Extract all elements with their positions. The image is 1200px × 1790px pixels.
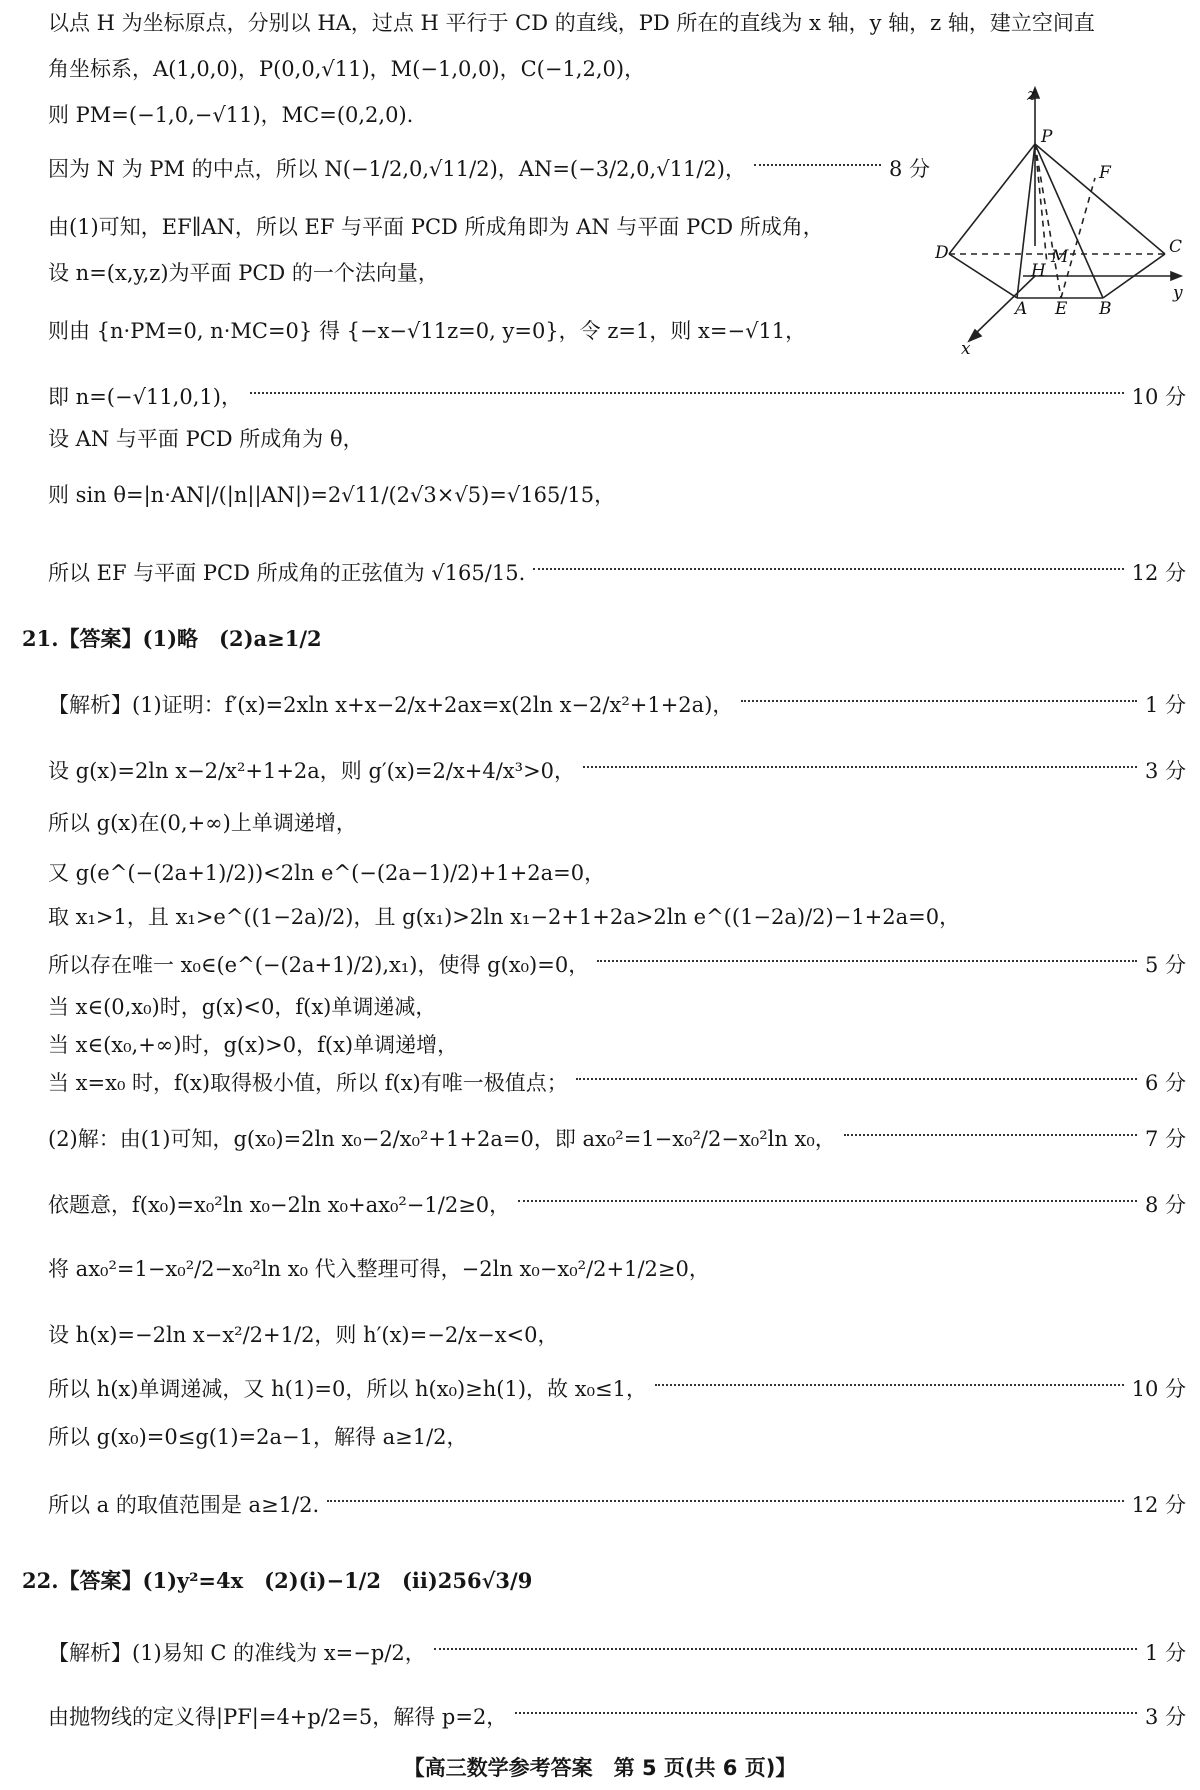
fig-label: C — [1169, 237, 1183, 257]
score: 3 分 — [1144, 759, 1186, 783]
q20-line-8: 即 n=(−√11,0,1)， 10 分 — [48, 382, 1186, 412]
edge-PD — [949, 144, 1035, 254]
q21-line-9: 当 x=x₀ 时，f(x)取得极小值，所以 f(x)有唯一极值点； 6 分 — [48, 1068, 1186, 1098]
fig-label: z — [1027, 86, 1036, 105]
q20-line-4: 因为 N 为 PM 的中点，所以 N(−1/2,0,√11/2)，AN=(−3/2,0,√11/2)， 8 分 — [48, 154, 930, 184]
q21-line-11: 依题意，f(x₀)=x₀²ln x₀−2ln x₀+ax₀²−1/2≥0， 8 分 — [48, 1190, 1186, 1220]
q21-line-7: 当 x∈(0,x₀)时，g(x)<0，f(x)单调递减， — [48, 995, 437, 1019]
leader-dots — [515, 1712, 1137, 1714]
q20-line-10: 则 sin θ=|n·AN|/(|n||AN|)=2√11/(2√3×√5)=√165/15， — [48, 483, 616, 507]
x-axis-arrow — [969, 330, 981, 341]
fig-label: M — [1051, 247, 1069, 267]
leader-dots — [576, 1078, 1137, 1080]
fig-label: P — [1041, 127, 1053, 147]
score: 1 分 — [1144, 1641, 1186, 1665]
q21-line-10: (2)解：由(1)可知，g(x₀)=2ln x₀−2/x₀²+1+2a=0，即 ax₀²=1−x₀²/2−x₀²ln x₀， 7 分 — [48, 1124, 1186, 1154]
leader-dots — [655, 1384, 1124, 1386]
leader-dots — [533, 568, 1123, 570]
fig-label: x — [961, 339, 971, 356]
q21-line-12: 将 ax₀²=1−x₀²/2−x₀²ln x₀ 代入整理可得，−2ln x₀−x₀²/2+1/2≥0， — [48, 1257, 710, 1281]
q21-line-5: 取 x₁>1，且 x₁>e^((1−2a)/2)，且 g(x₁)>2ln x₁−2+1+2a>2ln e^((1−2a)/2)−1+2a=0， — [48, 905, 961, 929]
leader-dots — [250, 392, 1124, 394]
leader-dots — [434, 1648, 1137, 1650]
q22-line-1: 【解析】(1)易知 C 的准线为 x=−p/2， 1 分 — [48, 1638, 1186, 1668]
score: 7 分 — [1144, 1127, 1186, 1151]
q20-line-1: 以点 H 为坐标原点，分别以 HA，过点 H 平行于 CD 的直线，PD 所在的直线为 x 轴，y 轴，z 轴，建立空间直 — [48, 11, 1095, 35]
q20-line-5: 由(1)可知，EF∥AN，所以 EF 与平面 PCD 所成角即为 AN 与平面 PCD 所成角， — [48, 215, 824, 239]
fig-label: F — [1099, 163, 1111, 183]
q20-line-6: 设 n=(x,y,z)为平面 PCD 的一个法向量， — [48, 261, 439, 285]
leader-dots — [583, 766, 1137, 768]
segment-EF — [1061, 178, 1095, 298]
score: 5 分 — [1144, 953, 1186, 977]
fig-label: E — [1055, 299, 1068, 319]
y-axis-arrow — [1171, 272, 1181, 280]
q21-line-8: 当 x∈(x₀,+∞)时，g(x)>0，f(x)单调递增， — [48, 1033, 459, 1057]
score: 8 分 — [888, 157, 930, 181]
leader-dots — [327, 1500, 1123, 1502]
fig-label: y — [1173, 283, 1183, 303]
q21-line-3: 所以 g(x)在(0,+∞)上单调递增， — [48, 811, 357, 835]
page-footer: 【高三数学参考答案 第 5 页(共 6 页)】 — [403, 1756, 797, 1780]
q21-line-6: 所以存在唯一 x₀∈(e^(−(2a+1)/2),x₁)，使得 g(x₀)=0， 5 分 — [48, 950, 1186, 980]
q21-answer: 21.【答案】(1)略 (2)a≥1/2 — [22, 626, 322, 651]
leader-dots — [754, 164, 881, 166]
q21-line-15: 所以 g(x₀)=0≤g(1)=2a−1，解得 a≥1/2， — [48, 1425, 468, 1449]
q20-line-9: 设 AN 与平面 PCD 所成角为 θ， — [48, 427, 364, 451]
edge-DA — [949, 254, 1017, 298]
score: 1 分 — [1144, 693, 1186, 717]
fig-label: D — [935, 243, 949, 263]
score: 12 分 — [1131, 561, 1186, 585]
q20-line-2: 角坐标系，A(1,0,0)，P(0,0,√11)，M(−1,0,0)，C(−1,2,0)， — [48, 57, 646, 81]
q21-line-2: 设 g(x)=2ln x−2/x²+1+2a，则 g′(x)=2/x+4/x³>0， 3 分 — [48, 756, 1186, 786]
score: 3 分 — [1144, 1705, 1186, 1729]
q21-line-13: 设 h(x)=−2ln x−x²/2+1/2，则 h′(x)=−2/x−x<0， — [48, 1323, 559, 1347]
fig-label: A — [1015, 299, 1028, 319]
leader-dots — [597, 960, 1137, 962]
q22-answer: 22.【答案】(1)y²=4x (2)(ⅰ)−1/2 (ⅱ)256√3/9 — [22, 1568, 533, 1593]
edge-PC — [1035, 144, 1165, 254]
score: 12 分 — [1131, 1493, 1186, 1517]
leader-dots — [844, 1134, 1137, 1136]
q22-line-2: 由抛物线的定义得|PF|=4+p/2=5，解得 p=2， 3 分 — [48, 1702, 1186, 1732]
pyramid-figure — [935, 86, 1185, 356]
q21-line-16: 所以 a 的取值范围是 a≥1/2. 12 分 — [48, 1490, 1186, 1520]
score: 8 分 — [1144, 1193, 1186, 1217]
q20-line-3: 则 PM=(−1,0,−√11)，MC=(0,2,0). — [48, 103, 414, 127]
fig-label: H — [1031, 261, 1046, 281]
leader-dots — [518, 1200, 1137, 1202]
fig-label: B — [1099, 299, 1112, 319]
score: 10 分 — [1131, 1377, 1186, 1401]
score: 6 分 — [1144, 1071, 1186, 1095]
q21-line-4: 又 g(e^(−(2a+1)/2))<2ln e^(−(2a−1)/2)+1+2a=0， — [48, 861, 606, 885]
q21-line-1: 【解析】(1)证明：f′(x)=2xln x+x−2/x+2ax=x(2ln x−2/x²+1+2a)， 1 分 — [48, 690, 1186, 720]
q20-line-7: 则由 {n·PM=0, n·MC=0} 得 {−x−√11z=0, y=0}，令 z=1，则 x=−√11， — [48, 319, 807, 343]
leader-dots — [741, 700, 1137, 702]
score: 10 分 — [1131, 385, 1186, 409]
q21-line-14: 所以 h(x)单调递减，又 h(1)=0，所以 h(x₀)≥h(1)，故 x₀≤1， 10 分 — [48, 1374, 1186, 1404]
q20-line-11: 所以 EF 与平面 PCD 所成角的正弦值为 √165/15. 12 分 — [48, 558, 1186, 588]
